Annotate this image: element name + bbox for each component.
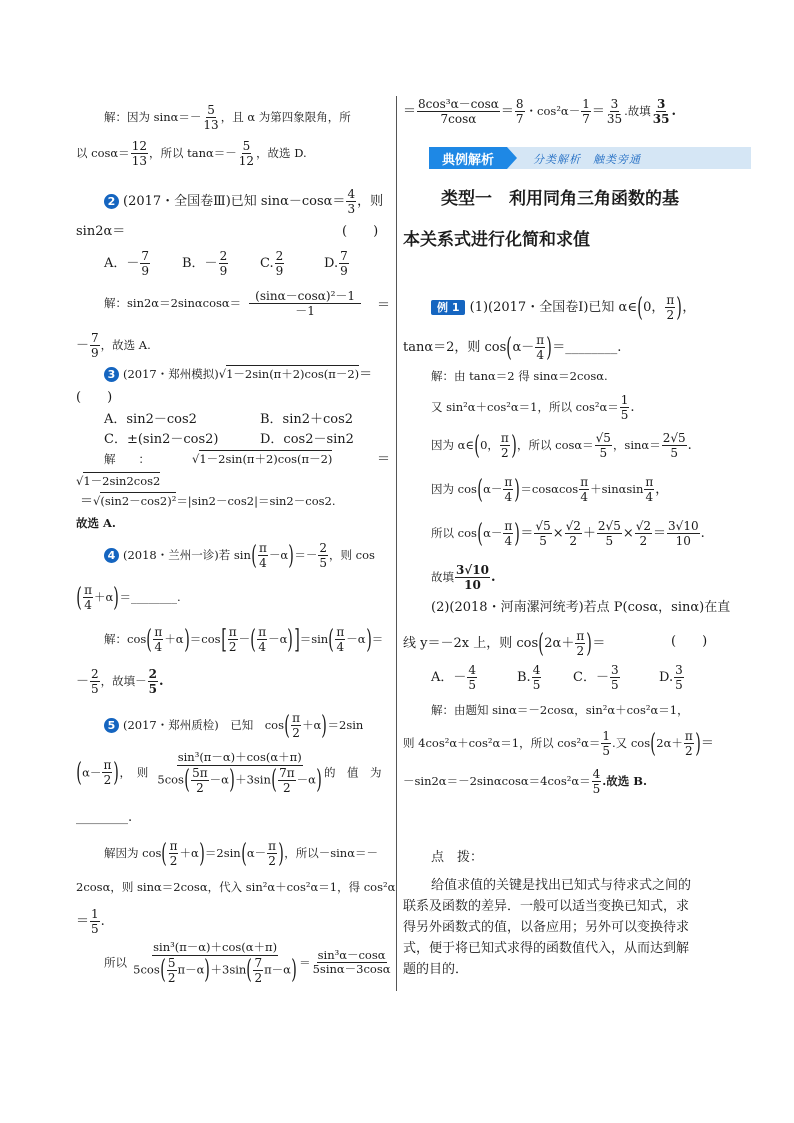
q3-option-b: B．sin2＋cos2 [260, 412, 354, 427]
question-number-badge: 5 [104, 718, 119, 733]
q2-option-b: B．－ $\frac{2}{9}$ [182, 249, 228, 279]
answer-blank: ( ) [671, 634, 708, 649]
q3-solution-text: 解 ： [104, 452, 150, 466]
ex1-stem-line1: 例 1 (1)(2017・全国卷Ⅰ)已知 α∈(0， $\frac{\pi}{2}$ )， [431, 293, 695, 322]
q2-option-d: D. $\frac{7}{9}$ [324, 249, 348, 279]
q1-solution-text: ，且 α 为第四象限角，所 [220, 110, 351, 125]
banner-subtitle: 分类解析 触类旁通 [533, 153, 641, 166]
ex2-option-a: A．－ $\frac{4}{5}$ [431, 663, 477, 693]
q3-options-row1 [104, 413, 390, 426]
ex2-solution-line1: 解：由题知 sinα＝－2cosα，sin²α＋cos²α＝1， [431, 703, 689, 717]
q5-expression: sin³(π－α)＋cos(α＋π) 5cos( $\frac{5\pi}{2}$ －α)＋3sin( $\frac{7\pi}{2}$ －α) [157, 750, 322, 796]
q3-radicand: (sin2－cos2)² [100, 494, 177, 508]
q1-solution-line1 [104, 103, 351, 132]
q3-option-d: D．cos2－sin2 [260, 432, 354, 447]
ex2-answer: .故选 B. [602, 774, 648, 789]
q5-blank: ________. [76, 810, 133, 825]
column-divider [396, 96, 397, 991]
q2-option-c: C. $\frac{2}{9}$ [260, 249, 284, 279]
type-heading-line2: 本关系式进行化简和求值 [403, 230, 590, 250]
question-number-badge: 4 [104, 548, 119, 563]
q4-solution-line2: － $\frac{2}{5}$ ，故填－ $\frac{2}{5}$ . [76, 667, 164, 697]
equals-sign: ＝ [376, 298, 390, 313]
fraction: $\frac{5}{12}$ [238, 139, 255, 169]
answer-blank: ＝________. [552, 340, 622, 356]
tip-line: 式，便于将已知式求得的函数值代入，从而达到解 [403, 941, 690, 956]
q2-stem-line1 [104, 187, 383, 216]
q5-solution-line4: 所以 sin³(π－α)＋cos(α＋π) 5cos( $\frac{5}{2}$ π－α)＋3sin( $\frac{7}{2}$ π－α) ＝ $\frac{\text{sin³α－cosα}}{5\sin\alpha-3\cos\alpha}$ [104, 940, 391, 986]
answer-blank: ( ) [342, 224, 379, 239]
q4-stem-line2: ( $\frac{\pi}{4}$ ＋α)＝________. [76, 582, 181, 613]
q3-options-row2 [104, 433, 390, 446]
q3-radicand: 1－2sin2cos2 [83, 474, 161, 488]
tip-line: 得另外函数式的值，以备应用；另外可以变换待求 [403, 920, 690, 935]
q2-stem-text: ，则 [357, 194, 384, 210]
q3-solution-line2: √1－2sin2cos2 [76, 474, 161, 488]
ex2-option-c: C．－ $\frac{3}{5}$ [573, 663, 619, 693]
fraction: $\frac{5}{13}$ [203, 103, 219, 133]
banner-arrow-icon [507, 147, 517, 169]
q2-stem-line2 [76, 225, 390, 238]
q1-answer: ，故选 D. [256, 146, 307, 161]
q3-option-a: A．sin2－cos2 [104, 412, 197, 427]
q5-stem-text: (2017・郑州质检) 已知 cos [123, 718, 285, 733]
banner-title: 典例解析 [429, 147, 507, 169]
q2-solution-text: 解：sin2α＝2sinαcosα＝ [104, 296, 242, 311]
q5-solution-line3: ＝ $\frac{1}{5}$ . [76, 907, 105, 937]
tip-body [403, 875, 748, 980]
q4-stem-text: (2018・兰州一诊)若 sin [123, 548, 251, 563]
q3-solution-line3: ＝√(sin2－cos2)²＝|sin2－cos2|＝sin2－cos2. [80, 494, 336, 509]
ex1-solution-line2: 又 sin²α＋cos²α＝1，所以 cos²α＝ $\frac{1}{5}$ . [431, 393, 635, 423]
q2-stem-text: sin2α＝ [76, 224, 126, 239]
q4-solution-line1: 解：cos( $\frac{\pi}{4}$ ＋α)＝cos[ $\frac{\pi}{2}$ －( $\frac{\pi}{4}$ －α)]＝sin( $\frac{\pi}{4}$ －α)＝ [104, 624, 384, 655]
q3-blank: ( ) [76, 390, 113, 405]
tip-line: 给值求值的关键是找出已知式与待求式之间的 [431, 878, 692, 893]
q5-solution-line1: 解因为 cos( $\frac{\pi}{2}$ ＋α)＝2sin(α－ $\frac{\pi}{2}$ )，所以－sinα＝－ [104, 838, 378, 869]
q1-solution-text: 以 cosα＝ [76, 146, 130, 161]
ex2-solution-line2: 则 4cos²α＋cos²α＝1，所以 cos²α＝ $\frac{1}{5}$ .又 cos(2α＋ $\frac{\pi}{2}$ )＝ [403, 728, 714, 759]
q5-solution-continued: ＝ $\frac{\text{8cos³α－cosα}}{7\cos\alpha}$ ＝ $\frac{8}{7}$ ・cos²α－ $\frac{1}{7}$ ＝ $\frac{3}{35}$ .故填 $\frac{3}{35}$ . [403, 97, 677, 127]
q3-radicand: 1－2sin(π＋2)cos(π－2) [226, 367, 360, 381]
example-label: 例 1 [431, 300, 465, 315]
ex1-solution-line1: 解：由 tanα＝2 得 sinα＝2cosα. [431, 369, 608, 383]
ex2-solution-line3: －sin2α＝－2sinαcosα＝4cos²α＝ $\frac{4}{5}$ .故选 B. [403, 767, 648, 797]
q1-solution-text: 解：因为 sinα＝－ [104, 110, 202, 125]
fraction: $\frac{12}{13}$ [131, 139, 147, 169]
q3-stem-line1: 3 (2017・郑州模拟)√1－2sin(π＋2)cos(π－2)＝ [104, 367, 372, 382]
tip-line: 联系及函数的差异．一般可以适当变换已知式，求 [403, 899, 690, 914]
ex1-solution-line5: 所以 cos(α－ $\frac{\pi}{4}$ )＝ $\frac{√5}{5}$ × $\frac{√2}{2}$ ＋ $\frac{2√5}{5}$ × $\frac{√2}{2}$ ＝ $\frac{3√10}{10}$ . [431, 518, 705, 549]
q5-solution-text: 解因为 cos [104, 846, 162, 861]
tip-title: 点 拨： [431, 850, 484, 865]
q2-stem-text: (2017・全国卷Ⅲ)已知 sinα－cosα＝ [123, 194, 346, 210]
q5-stem-line1: 5 (2017・郑州质检) 已知 cos( $\frac{\pi}{2}$ ＋α)＝2sin [104, 711, 363, 740]
ex2-stem-line2: 线 y＝－2x 上，则 cos(2α＋ $\frac{\pi}{2}$ )＝ ( ) [403, 628, 708, 659]
q3-solution-text: ＝|sin2－cos2|＝sin2－cos2. [176, 494, 336, 508]
q4-stem-line1: 4 (2018・兰州一诊)若 sin( $\frac{\pi}{4}$ －α)＝－ $\frac{2}{5}$ ，则 cos [104, 541, 375, 570]
q3-stem-text: (2017・郑州模拟) [123, 367, 219, 381]
q5-answer: .故填 [624, 104, 651, 119]
ex1-answer: 故填 $\frac{3√10}{10}$ . [431, 563, 496, 593]
q2-solution-line2: － $\frac{7}{9}$ ，故选 A. [76, 331, 151, 361]
q3-answer: 故选 A. [76, 516, 116, 530]
q3-solution-line1: 解 ： √1－2sin(π＋2)cos(π－2) ＝ [104, 452, 390, 467]
tip-line: 题的目的． [403, 962, 469, 977]
q5-solution-expression: sin³(π－α)＋cos(α＋π) 5cos( $\frac{5}{2}$ π－α)＋3sin( $\frac{7}{2}$ π－α) [133, 940, 297, 986]
ex1-stem-text: (1)(2017・全国卷Ⅰ)已知 α∈ [469, 300, 637, 316]
q2-solution-line1 [104, 289, 390, 318]
q3-radicand: 1－2sin(π＋2)cos(π－2) [199, 452, 333, 466]
ex2-stem-line1: (2)(2018・河南漯河统考)若点 P(cosα，sinα)在直 [431, 600, 731, 615]
ex2-option-b: B. $\frac{4}{5}$ [517, 663, 541, 693]
answer-blank: ＝________. [119, 590, 181, 605]
question-number-badge: 3 [104, 367, 119, 382]
fraction: $\frac{\text{(sinα－cosα)²－1}}{-1}$ [249, 289, 361, 318]
ex2-option-d: D. $\frac{3}{5}$ [659, 663, 683, 693]
q3-option-c: C．±(sin2－cos2) [104, 432, 219, 447]
q5-solution-line2: 2cosα，则 sinα＝2cosα，代入 sin²α＋cos²α＝1，得 cos²α [76, 880, 396, 894]
q1-solution-text: ，所以 tanα＝－ [148, 146, 237, 161]
type-heading-line1: 类型一 利用同角三角函数的基 [441, 189, 679, 209]
q2-answer: ，故选 A. [100, 338, 151, 353]
ex1-stem-line2: tanα＝2，则 cos(α－ $\frac{\pi}{4}$ )＝________. [403, 332, 622, 363]
q1-solution-line2 [76, 139, 307, 168]
q4-solution-text: 解：cos [104, 632, 147, 647]
question-number-badge: 2 [104, 194, 119, 209]
q2-option-a: A．－ $\frac{7}{9}$ [104, 249, 150, 279]
fraction: $\frac{4}{3}$ [347, 187, 356, 217]
q5-stem-line2: (α－ $\frac{\pi}{2}$ )， 则 sin³(π－α)＋cos(α＋π) 5cos( $\frac{5\pi}{2}$ －α)＋3sin( $\frac{7\pi}{2}$ －α) 的 值 为 [76, 750, 382, 796]
q4-answer: ，故填－ [100, 674, 147, 689]
section-banner [429, 147, 751, 169]
ex1-solution-line3: 因为 α∈(0， $\frac{\pi}{2}$ )，所以 cosα＝ $\frac{√5}{5}$ ，sinα＝ $\frac{2√5}{5}$ . [431, 430, 692, 461]
fraction: $\frac{7}{9}$ [91, 331, 99, 361]
ex1-solution-line4: 因为 cos(α－ $\frac{\pi}{4}$ )＝cosαcos $\frac{\pi}{4}$ ＋sinαsin $\frac{\pi}{4}$ ， [431, 474, 669, 505]
